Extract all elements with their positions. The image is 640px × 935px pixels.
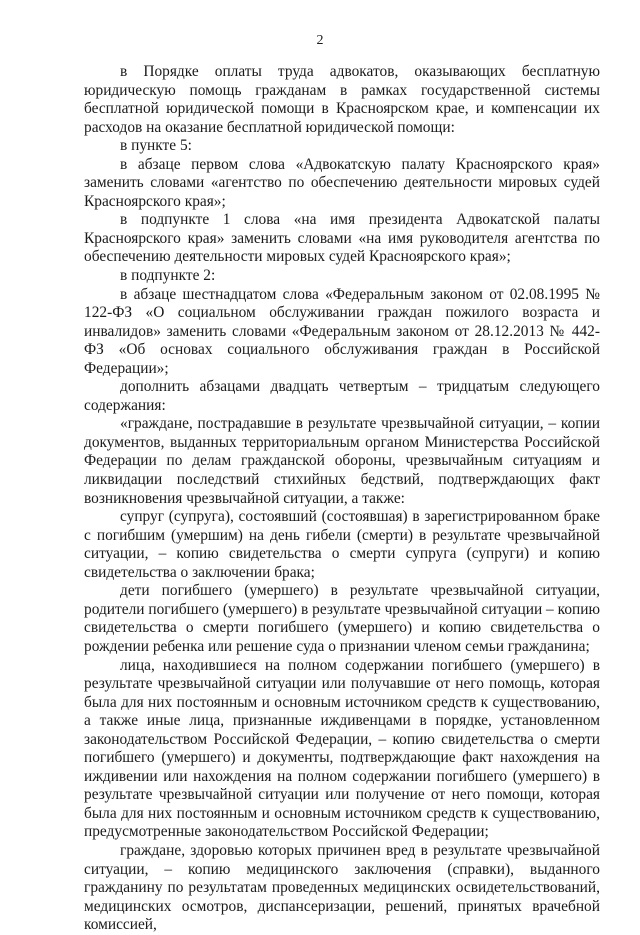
document-body [84, 63, 600, 935]
paragraph-emergency-victims: «граждане, пострадавшие в результате чрезвычайной ситуации, – копии документов, выданных территориальным органом Министерства Российской Федерации по делам гражданской обороны, чрезвычайным ситуациям и ликвидации последствий стихийных бедствий, подтверждающих факт возникновения чрезвычайной ситуации, а также: [84, 415, 600, 507]
paragraph-health-harm: граждане, здоровью которых причинен вред в результате чрезвычайной ситуации, – копию медицинского заключения (справки), выданного гражданину по результатам проведенных медицинских освидетельствований, медицинских осмотров, диспансеризации, решений, принятых врачебной комиссией, [84, 841, 600, 934]
page-number: 2 [316, 33, 324, 48]
paragraph-subpoint-1: в подпункте 1 слова «на имя президента Адвокатской палаты Красноярского края» заменить словами «на имя руководителя агентства по обеспечению деятельности мировых судей Красноярского края»; [84, 211, 600, 266]
paragraph-order-title: в Порядке оплаты труда адвокатов, оказывающих бесплатную юридическую помощь гражданам в рамках государственной системы бесплатной юридической помощи в Красноярском крае, и компенсации их расходов на оказание бесплатной юридической помощи: [84, 63, 600, 136]
paragraph-dependents: лица, находившиеся на полном содержании погибшего (умершего) в результате чрезвычайной ситуации или получавшие от него помощь, которая была для них постоянным и основным источником средств к существованию, а также иные лица, признанные иждивенцами в порядке, установленном законодательством Российской Федерации, – копию свидетельства о смерти погибшего (умершего) и документы, подтверждающие факт нахождения на иждивении или нахождения на полном содержании погибшего (умершего) в результате чрезвычайной ситуации или получение от него помощи, которая была для них постоянным и основным источником средств к существованию, предусмотренные законодательством Российской Федерации; [84, 656, 600, 841]
paragraph-subpoint-2: в подпункте 2: [120, 267, 216, 285]
paragraph-first-abzats: в абзаце первом слова «Адвокатскую палату Красноярского края» заменить словами «агентство по обеспечению деятельности мировых судей Красноярского края»; [84, 155, 600, 210]
paragraph-point-5: в пункте 5: [120, 137, 192, 155]
paragraph-children-parents: дети погибшего (умершего) в результате чрезвычайной ситуации, родители погибшего (умершего) в результате чрезвычайной ситуации – копию свидетельства о смерти погибшего (умершего) и копию свидетельства о рождении ребенка или решение суда о признании членом семьи гражданина; [84, 582, 600, 655]
paragraph-add-abzatsy: дополнить абзацами двадцать четвертым – тридцатым следующего содержания: [84, 378, 600, 414]
paragraph-spouse: супруг (супруга), состоявший (состоявшая) в зарегистрированном браке с погибшим (умершим) на день гибели (смерти) в результате чрезвычайной ситуации, – копию свидетельства о смерти супруга (супруги) и копию свидетельства о заключении брака; [84, 508, 600, 581]
paragraph-abzats-16: в абзаце шестнадцатом слова «Федеральным законом от 02.08.1995 № 122-ФЗ «О социальном обслуживании граждан пожилого возраста и инвалидов» заменить словами «Федеральным законом от 28.12.2013 № 442-ФЗ «Об основах социального обслуживания граждан в Российской Федерации»; [84, 285, 600, 377]
